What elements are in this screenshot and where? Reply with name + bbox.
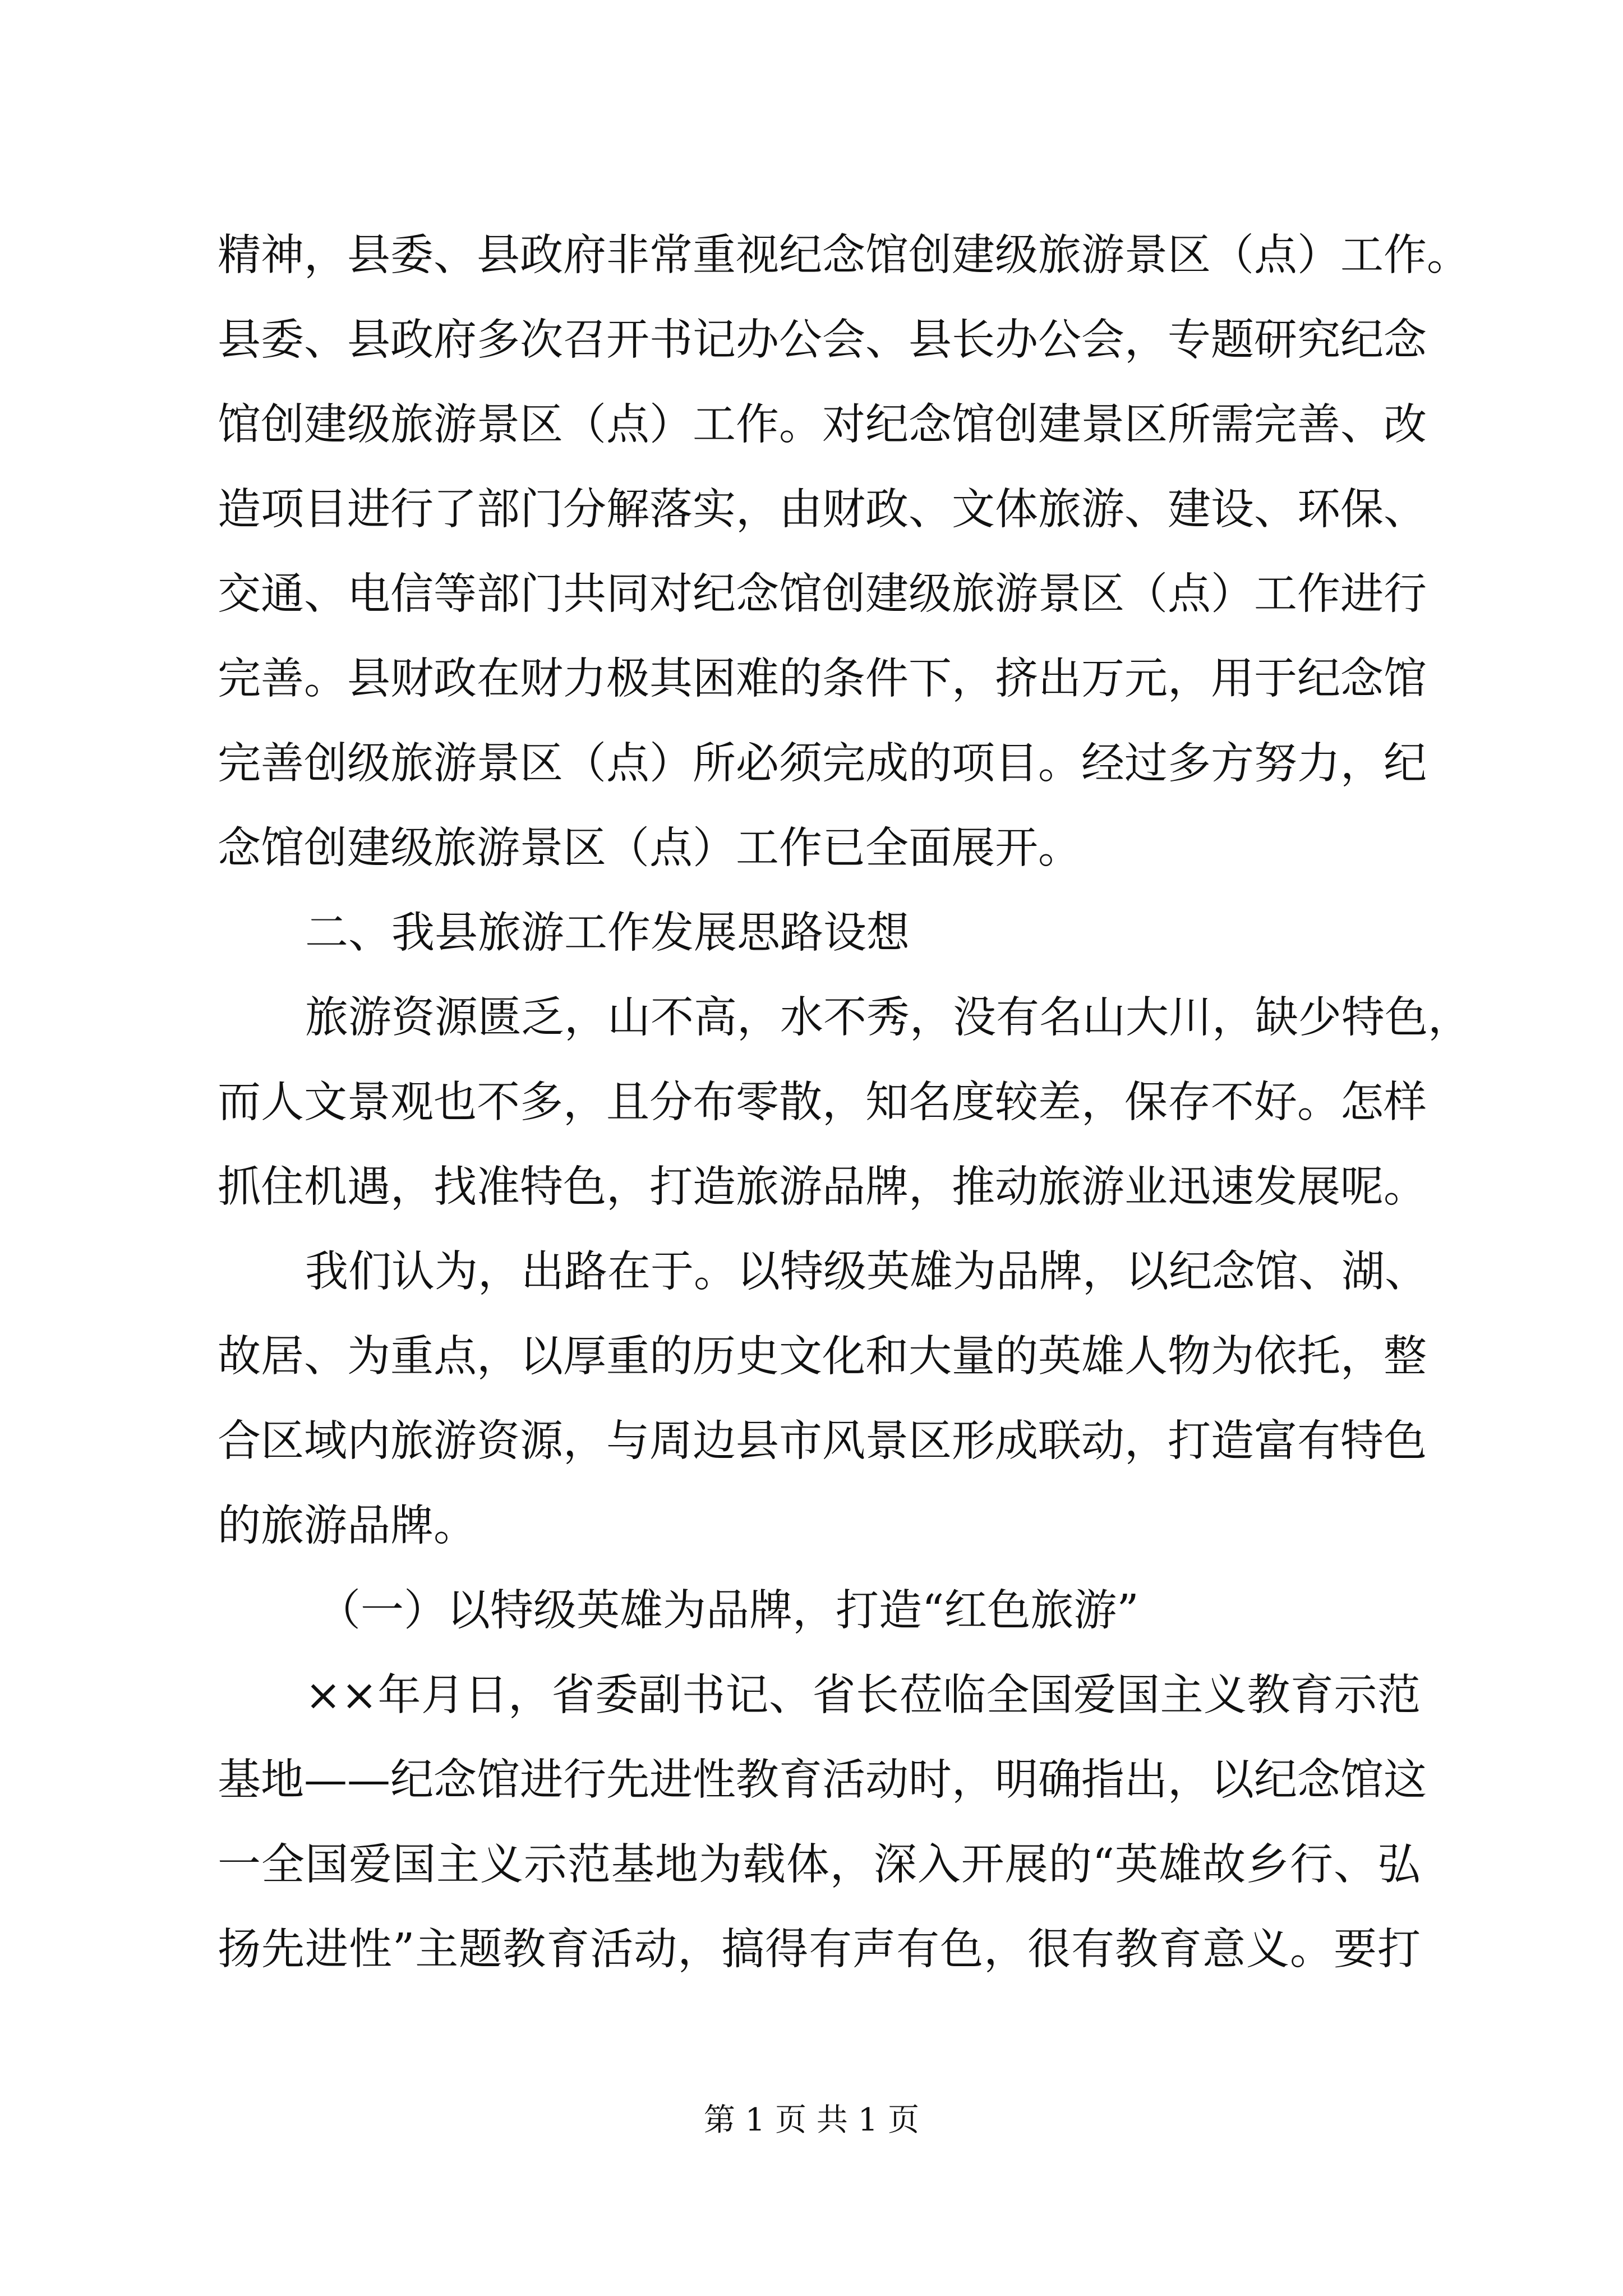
text-line: 交通、电信等部门共同对纪念馆创建级旅游景区（点）工作进行	[218, 569, 1427, 619]
text-line: 完善创级旅游景区（点）所必须完成的项目。经过多方努力，纪	[218, 739, 1427, 789]
text-line: 故居、为重点，以厚重的历史文化和大量的英雄人物为依托，整	[218, 1332, 1427, 1382]
text-line: 念馆创建级旅游景区（点）工作已全面展开。	[218, 823, 1081, 873]
text-line: 旅游资源匮乏，山不高，水不秀，没有名山大川，缺少特色，	[305, 993, 1471, 1043]
text-line: 抓住机遇，找准特色，打造旅游品牌，推动旅游业迅速发展呢。	[218, 1162, 1427, 1212]
text-line: 我们认为，出路在于。以特级英雄为品牌，以纪念馆、湖、	[305, 1247, 1428, 1297]
page-number-footer: 第 1 页 共 1 页	[703, 2102, 920, 2138]
text-line: 基地——纪念馆进行先进性教育活动时，明确指出，以纪念馆这	[218, 1755, 1427, 1805]
text-line: 而人文景观也不多，且分布零散，知名度较差，保存不好。怎样	[218, 1078, 1427, 1128]
text-line: 扬先进性”主题教育活动，搞得有声有色，很有教育意义。要打	[218, 1925, 1421, 1975]
body-text	[218, 213, 1471, 1992]
section-heading: 二、我县旅游工作发展思路设想	[305, 908, 910, 958]
text-line: 合区域内旅游资源，与周边县市风景区形成联动，打造富有特色	[218, 1416, 1427, 1466]
subsection-heading: （一）以特级英雄为品牌，打造“红色旅游”	[317, 1586, 1139, 1636]
text-line: 一全国爱国主义示范基地为载体，深入开展的“英雄故乡行、弘	[218, 1840, 1421, 1890]
text-line: ××年月日，省委副书记、省长莅临全国爱国主义教育示范	[305, 1671, 1421, 1720]
text-line: 馆创建级旅游景区（点）工作。对纪念馆创建景区所需完善、改	[218, 400, 1427, 450]
text-line: 完善。县财政在财力极其困难的条件下，挤出万元，用于纪念馆	[218, 654, 1427, 704]
text-line: 县委、县政府多次召开书记办公会、县长办公会，专题研究纪念	[218, 315, 1427, 365]
text-line: 的旅游品牌。	[218, 1501, 477, 1551]
text-line: 精神，县委、县政府非常重视纪念馆创建级旅游景区（点）工作。	[218, 231, 1470, 280]
text-line: 造项目进行了部门分解落实，由财政、文体旅游、建设、环保、	[218, 485, 1427, 535]
